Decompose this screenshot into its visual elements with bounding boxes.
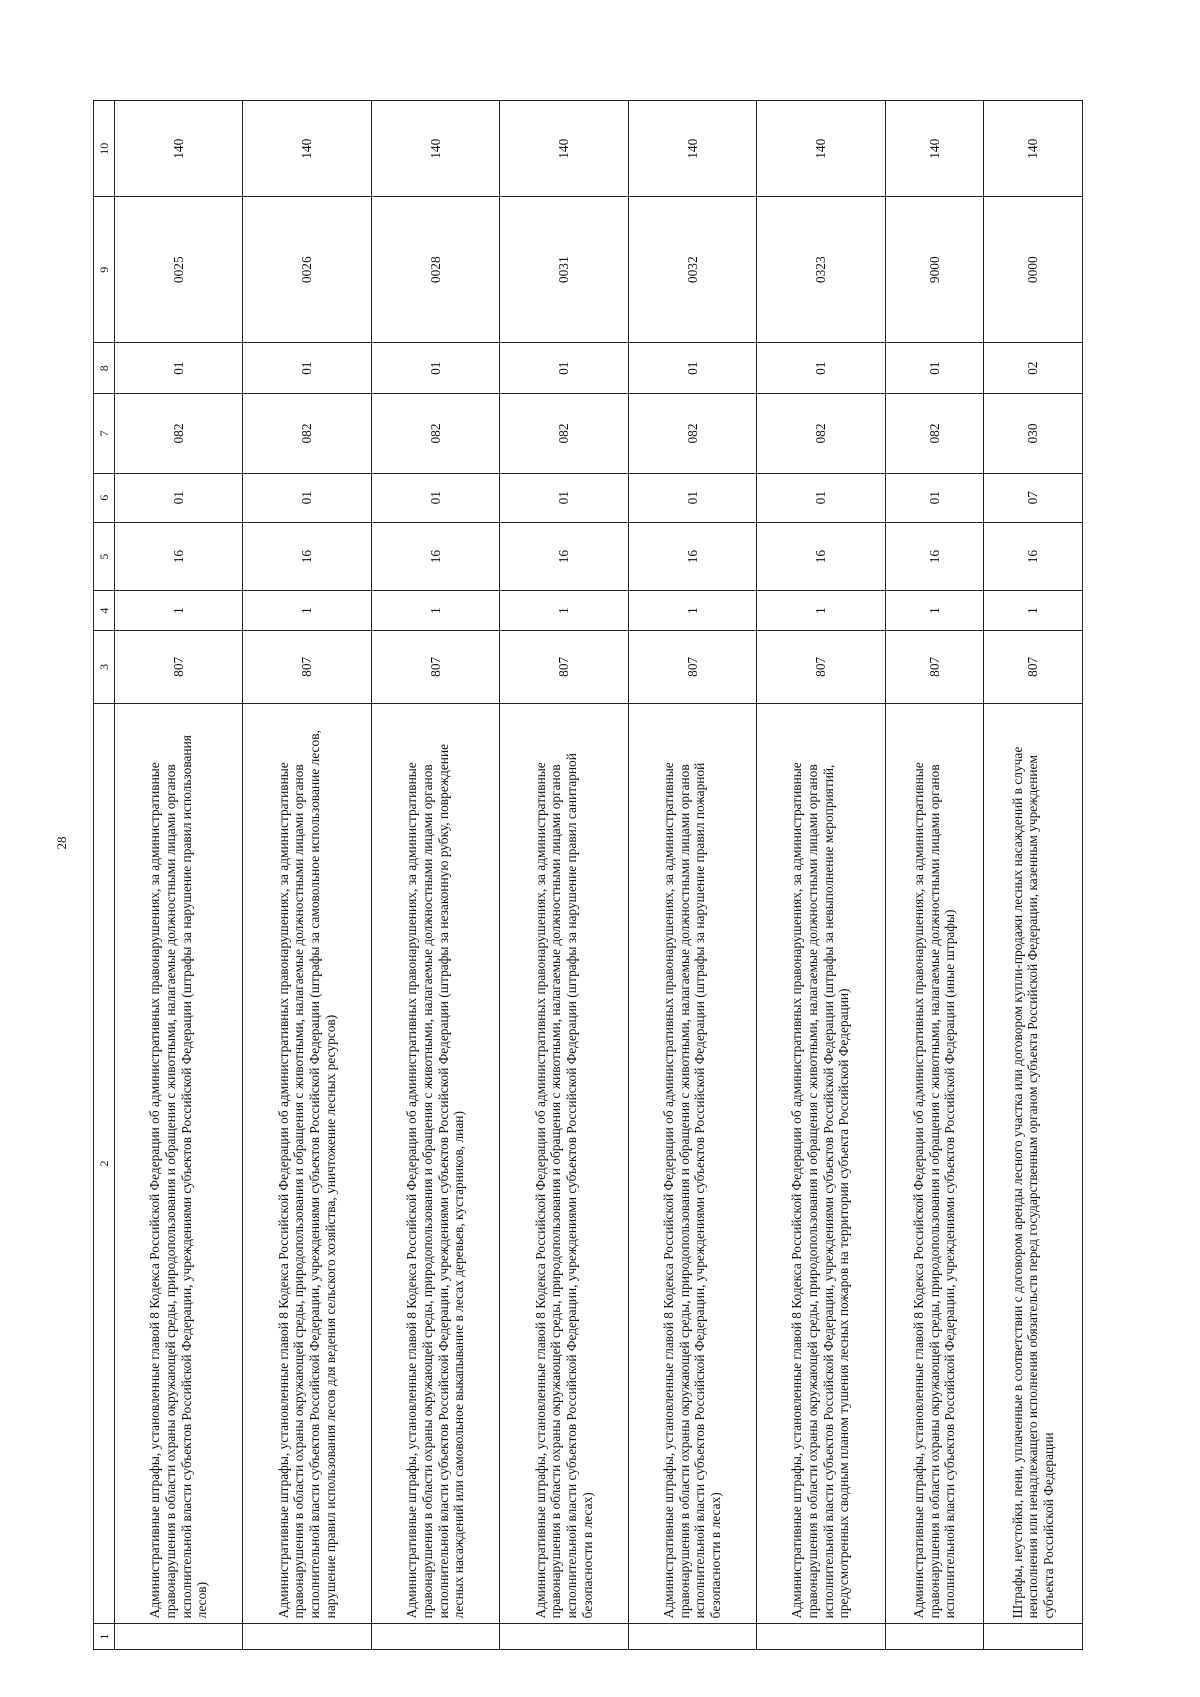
- subarticle-code-cell: 082: [757, 394, 885, 473]
- header-cell: 8: [94, 343, 115, 394]
- subgroup-code-cell: 16: [984, 522, 1083, 591]
- table-row: [500, 101, 628, 1650]
- row-index-cell: [628, 1624, 756, 1650]
- budget-classification-table: [93, 100, 1083, 1650]
- program-code-cell: 0000: [984, 197, 1083, 343]
- admin-code-cell: 807: [371, 630, 499, 703]
- table-row: [371, 101, 499, 1650]
- row-index-cell: [984, 1624, 1083, 1650]
- ecocode-cell: 140: [984, 101, 1083, 197]
- description-cell: Административные штрафы, установленные главой 8 Кодекса Российской Федерации об административных правонарушениях, за административные правонарушения в области охраны окружающей среды, природопользования и обращения с животными, налагаемые должностными лицами органов исполнительной власти субъектов Российской Федерации, учреждениями субъектов Российской Федерации (штрафы за самовольное использование лесов, нарушение правил использования лесов для ведения сельского хозяйства, уничтожение лесных ресурсов): [243, 703, 371, 1624]
- header-cell: 2: [94, 703, 115, 1624]
- header-cell: 1: [94, 1624, 115, 1650]
- article-code-cell: 01: [243, 473, 371, 522]
- program-code-cell: 0031: [500, 197, 628, 343]
- row-index-cell: [371, 1624, 499, 1650]
- subarticle-code-cell: 030: [984, 394, 1083, 473]
- header-cell: 10: [94, 101, 115, 197]
- group-code-cell: 1: [984, 591, 1083, 631]
- program-code-cell: 0032: [628, 197, 756, 343]
- header-cell: 3: [94, 630, 115, 703]
- program-code-cell: 0025: [115, 197, 243, 343]
- article-code-cell: 01: [628, 473, 756, 522]
- subarticle-code-cell: 082: [500, 394, 628, 473]
- table-row: [984, 101, 1083, 1650]
- ecocode-cell: 140: [885, 101, 984, 197]
- admin-code-cell: 807: [757, 630, 885, 703]
- description-cell: Штрафы, неустойки, пени, уплаченные в соответствии с договором аренды лесного участка или договором купли-продажи лесных насаждений в случае неисполнения или ненадлежащего исполнения обязательств перед государственным органом субъекта Российской Федерации, казенным учреждением субъекта Российской Федерации: [984, 703, 1083, 1624]
- description-cell: Административные штрафы, установленные главой 8 Кодекса Российской Федерации об административных правонарушениях, за административные правонарушения в области охраны окружающей среды, природопользования и обращения с животными, налагаемые должностными лицами органов исполнительной власти субъектов Российской Федерации, учреждениями субъектов Российской Федерации (иные штрафы): [885, 703, 984, 1624]
- group-code-cell: 1: [115, 591, 243, 631]
- admin-code-cell: 807: [885, 630, 984, 703]
- row-index-cell: [115, 1624, 243, 1650]
- page-number: 28: [54, 836, 69, 850]
- group-code-cell: 1: [500, 591, 628, 631]
- article-code-cell: 01: [500, 473, 628, 522]
- description-cell: Административные штрафы, установленные главой 8 Кодекса Российской Федерации об административных правонарушениях, за административные правонарушения в области охраны окружающей среды, природопользования и обращения с животными, налагаемые должностными лицами органов исполнительной власти субъектов Российской Федерации, учреждениями субъектов Российской Федерации (штрафы за невыполнение мероприятий, предусмотренных сводным планом тушения лесных пожаров на территории субъекта Российской Федерации): [757, 703, 885, 1624]
- admin-code-cell: 807: [984, 630, 1083, 703]
- subarticle-code-cell: 082: [371, 394, 499, 473]
- ecocode-cell: 140: [243, 101, 371, 197]
- program-code-cell: 0026: [243, 197, 371, 343]
- program-code-cell: 0028: [371, 197, 499, 343]
- program-code-cell: 0323: [757, 197, 885, 343]
- element-code-cell: 01: [885, 343, 984, 394]
- element-code-cell: 01: [115, 343, 243, 394]
- ecocode-cell: 140: [115, 101, 243, 197]
- header-cell: 9: [94, 197, 115, 343]
- row-index-cell: [243, 1624, 371, 1650]
- group-code-cell: 1: [885, 591, 984, 631]
- group-code-cell: 1: [243, 591, 371, 631]
- header-cell: 7: [94, 394, 115, 473]
- element-code-cell: 01: [243, 343, 371, 394]
- admin-code-cell: 807: [243, 630, 371, 703]
- ecocode-cell: 140: [371, 101, 499, 197]
- subgroup-code-cell: 16: [115, 522, 243, 591]
- table-row: [628, 101, 756, 1650]
- subgroup-code-cell: 16: [885, 522, 984, 591]
- description-cell: Административные штрафы, установленные главой 8 Кодекса Российской Федерации об административных правонарушениях, за административные правонарушения в области охраны окружающей среды, природопользования и обращения с животными, налагаемые должностными лицами органов исполнительной власти субъектов Российской Федерации, учреждениями субъектов Российской Федерации (штрафы за нарушение правил пожарной безопасности в лесах): [628, 703, 756, 1624]
- admin-code-cell: 807: [500, 630, 628, 703]
- landscape-page: [93, 100, 1083, 1650]
- subarticle-code-cell: 082: [885, 394, 984, 473]
- subgroup-code-cell: 16: [243, 522, 371, 591]
- element-code-cell: 02: [984, 343, 1083, 394]
- row-index-cell: [757, 1624, 885, 1650]
- table-row: [243, 101, 371, 1650]
- subgroup-code-cell: 16: [628, 522, 756, 591]
- rotated-table-container: [93, 100, 1083, 1650]
- element-code-cell: 01: [757, 343, 885, 394]
- subgroup-code-cell: 16: [371, 522, 499, 591]
- subgroup-code-cell: 16: [757, 522, 885, 591]
- ecocode-cell: 140: [500, 101, 628, 197]
- article-code-cell: 01: [885, 473, 984, 522]
- ecocode-cell: 140: [628, 101, 756, 197]
- article-code-cell: 07: [984, 473, 1083, 522]
- description-cell: Административные штрафы, установленные главой 8 Кодекса Российской Федерации об административных правонарушениях, за административные правонарушения в области охраны окружающей среды, природопользования и обращения с животными, налагаемые должностными лицами органов исполнительной власти субъектов Российской Федерации, учреждениями субъектов Российской Федерации (штрафы за нарушение правил использования лесов): [115, 703, 243, 1624]
- table-row: [757, 101, 885, 1650]
- admin-code-cell: 807: [115, 630, 243, 703]
- article-code-cell: 01: [115, 473, 243, 522]
- element-code-cell: 01: [628, 343, 756, 394]
- ecocode-cell: 140: [757, 101, 885, 197]
- row-index-cell: [500, 1624, 628, 1650]
- subgroup-code-cell: 16: [500, 522, 628, 591]
- group-code-cell: 1: [628, 591, 756, 631]
- table-row: [115, 101, 243, 1650]
- admin-code-cell: 807: [628, 630, 756, 703]
- subarticle-code-cell: 082: [243, 394, 371, 473]
- header-cell: 6: [94, 473, 115, 522]
- group-code-cell: 1: [757, 591, 885, 631]
- column-number-header: [94, 101, 115, 1650]
- row-index-cell: [885, 1624, 984, 1650]
- table-row: [885, 101, 984, 1650]
- element-code-cell: 01: [371, 343, 499, 394]
- subarticle-code-cell: 082: [115, 394, 243, 473]
- program-code-cell: 9000: [885, 197, 984, 343]
- subarticle-code-cell: 082: [628, 394, 756, 473]
- header-cell: 4: [94, 591, 115, 631]
- header-cell: 5: [94, 522, 115, 591]
- group-code-cell: 1: [371, 591, 499, 631]
- article-code-cell: 01: [757, 473, 885, 522]
- article-code-cell: 01: [371, 473, 499, 522]
- description-cell: Административные штрафы, установленные главой 8 Кодекса Российской Федерации об административных правонарушениях, за административные правонарушения в области охраны окружающей среды, природопользования и обращения с животными, налагаемые должностными лицами органов исполнительной власти субъектов Российской Федерации, учреждениями субъектов Российской Федерации (штрафы за незаконную рубку, повреждение лесных насаждений или самовольное выкапывание в лесах деревьев, кустарников, лиан): [371, 703, 499, 1624]
- element-code-cell: 01: [500, 343, 628, 394]
- description-cell: Административные штрафы, установленные главой 8 Кодекса Российской Федерации об административных правонарушениях, за административные правонарушения в области охраны окружающей среды, природопользования и обращения с животными, налагаемые должностными лицами органов исполнительной власти субъектов Российской Федерации, учреждениями субъектов Российской Федерации (штрафы за нарушение правил санитарной безопасности в лесах): [500, 703, 628, 1624]
